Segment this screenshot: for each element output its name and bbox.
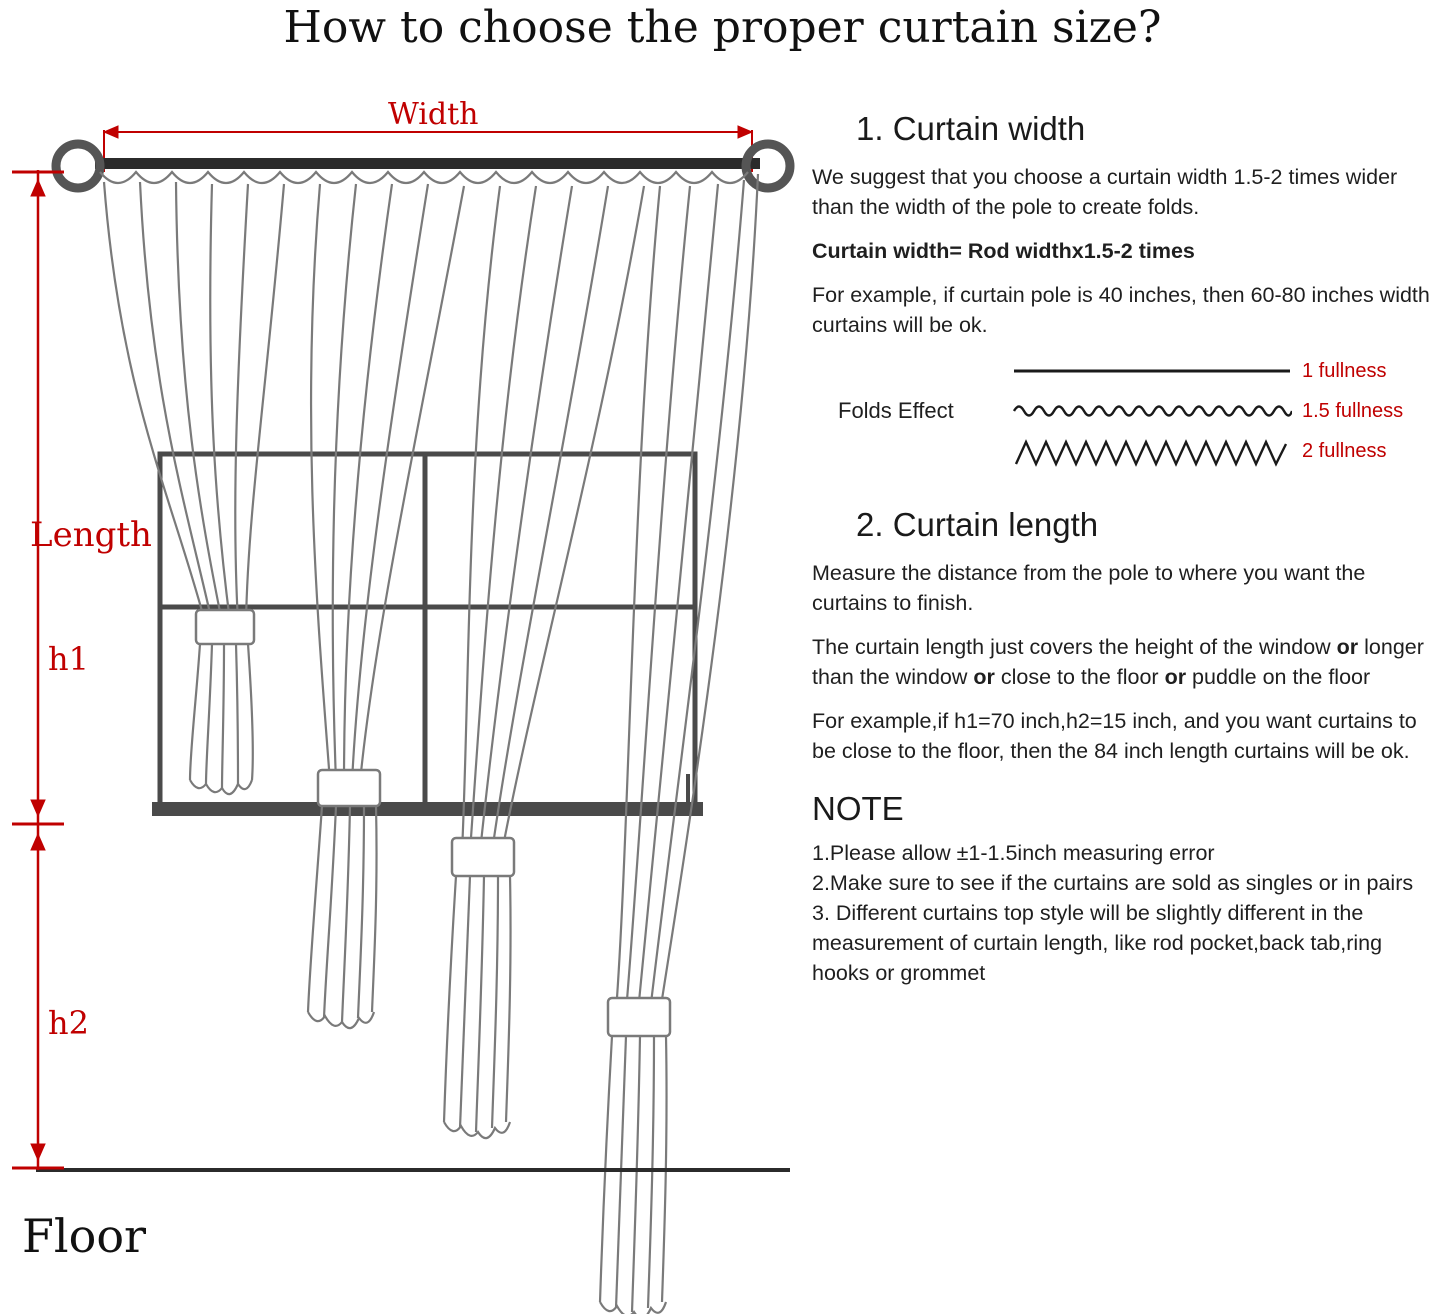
note-heading: NOTE bbox=[812, 790, 904, 827]
section-curtain-length bbox=[812, 504, 1437, 766]
s2p2-b: longer than the window bbox=[812, 635, 1424, 689]
h1-label: h1 bbox=[48, 640, 89, 678]
curtain-rod bbox=[56, 144, 790, 188]
wave-1-fullness-icon bbox=[1012, 354, 1292, 388]
section2-paragraph-1: Measure the distance from the pole to where you want the curtains to finish. bbox=[812, 561, 1366, 615]
page-title: How to choose the proper curtain size? bbox=[283, 2, 1162, 53]
section1-paragraph-1: We suggest that you choose a curtain width 1.5-2 times wider than the width of the pole to create folds. bbox=[812, 165, 1398, 219]
section-note bbox=[812, 788, 1437, 988]
note-line-3: 3. Different curtains top style will be slightly different in the measurement of curtain length, like rod pocket,back tab,ring hooks or grommet bbox=[812, 901, 1383, 985]
width-label: Width bbox=[388, 97, 479, 132]
fold-row-1 bbox=[1012, 354, 1442, 394]
folds-effect-label: Folds Effect bbox=[838, 398, 954, 423]
fold-label-1: 1 fullness bbox=[1302, 360, 1387, 382]
length-label: Length bbox=[30, 515, 152, 555]
section2-paragraph-2 bbox=[812, 632, 1437, 692]
section2-heading: 2. Curtain length bbox=[856, 506, 1099, 543]
section1-paragraph-2: For example, if curtain pole is 40 inches, then 60-80 inches width curtains will be ok. bbox=[812, 283, 1430, 337]
curtain-diagram bbox=[0, 62, 800, 1314]
folds-effect-diagram bbox=[812, 354, 1437, 478]
wave-2-fullness-icon bbox=[1012, 434, 1292, 472]
tie-band-1 bbox=[196, 610, 254, 644]
s2p2-c: close to the floor bbox=[994, 665, 1165, 689]
s2p2-or2: or bbox=[973, 665, 995, 689]
tie-band-3 bbox=[452, 838, 514, 876]
section2-paragraph-3: For example,if h1=70 inch,h2=15 inch, and you want curtains to be close to the floor, then the 84 inch length curtains will be ok. bbox=[812, 709, 1417, 763]
curtain-panels bbox=[100, 172, 758, 1314]
s2p2-or1: or bbox=[1336, 635, 1359, 659]
s2p2-a: The curtain length just covers the height of the window bbox=[812, 635, 1337, 659]
tie-band-4 bbox=[608, 998, 670, 1036]
wave-1-5-fullness-icon bbox=[1012, 394, 1292, 428]
fold-label-2: 1.5 fullness bbox=[1302, 400, 1404, 422]
section-curtain-width bbox=[812, 108, 1437, 478]
fold-row-2 bbox=[1012, 394, 1442, 434]
section1-heading: 1. Curtain width bbox=[856, 110, 1086, 147]
h2-label: h2 bbox=[48, 1004, 89, 1042]
s2p2-d: puddle on the floor bbox=[1186, 665, 1371, 689]
section1-formula: Curtain width= Rod widthx1.5-2 times bbox=[812, 239, 1195, 263]
note-line-1: 1.Please allow ±1-1.5inch measuring error bbox=[812, 841, 1215, 865]
fold-row-3 bbox=[1012, 434, 1442, 474]
note-line-2: 2.Make sure to see if the curtains are sold as singles or in pairs bbox=[812, 871, 1414, 895]
tie-band-2 bbox=[318, 770, 380, 806]
s2p2-or3: or bbox=[1164, 665, 1187, 689]
fold-label-3: 2 fullness bbox=[1302, 440, 1387, 462]
floor-label: Floor bbox=[22, 1209, 147, 1263]
text-column bbox=[812, 108, 1437, 988]
